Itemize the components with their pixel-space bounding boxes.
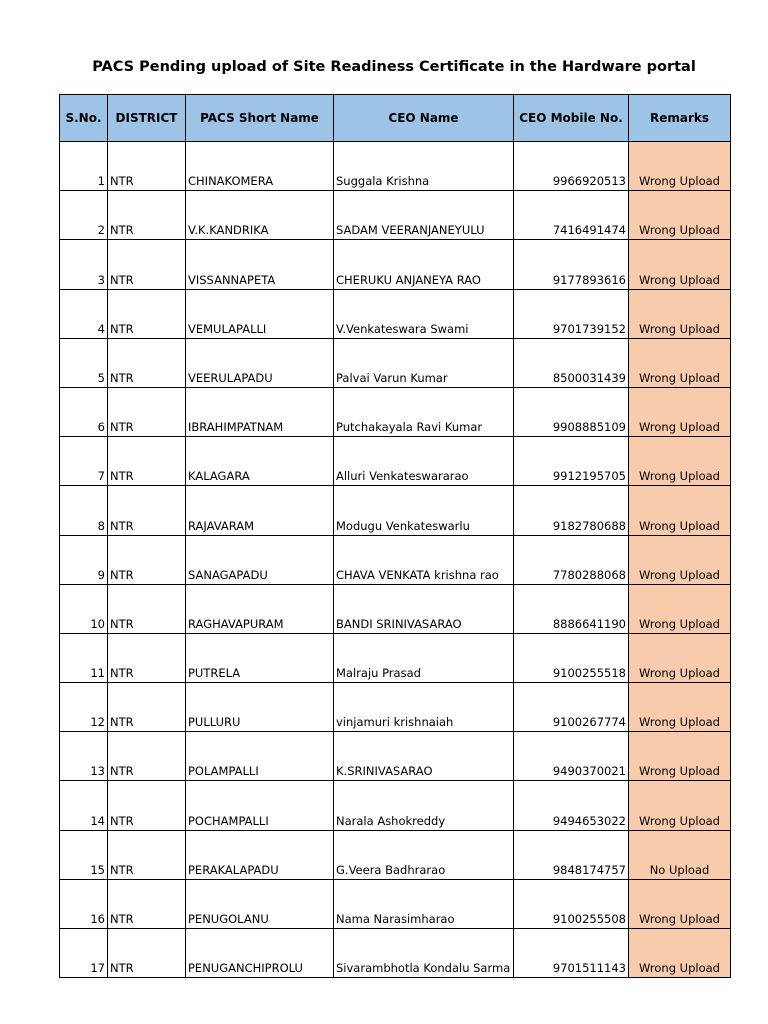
cell-ceo-name: Malraju Prasad <box>334 633 514 682</box>
cell-ceo-name: Sivarambhotla Kondalu Sarma <box>334 929 514 978</box>
cell-pacs-short-name: RAGHAVAPURAM <box>186 584 334 633</box>
table-row <box>60 929 731 978</box>
cell-pacs-short-name: POCHAMPALLI <box>186 781 334 830</box>
cell-ceo-name: Alluri Venkateswararao <box>334 437 514 486</box>
cell-ceo-mobile: 7780288068 <box>514 535 629 584</box>
cell-ceo-mobile: 9494653022 <box>514 781 629 830</box>
cell-district: NTR <box>108 240 186 289</box>
table-row <box>60 387 731 436</box>
cell-district: NTR <box>108 338 186 387</box>
table-row <box>60 289 731 338</box>
cell-sno: 11 <box>60 633 108 682</box>
cell-ceo-mobile: 8500031439 <box>514 338 629 387</box>
table-row <box>60 535 731 584</box>
column-header-pacs-short-name: PACS Short Name <box>186 95 334 142</box>
cell-remarks: Wrong Upload <box>629 781 731 830</box>
cell-sno: 5 <box>60 338 108 387</box>
cell-ceo-name: V.Venkateswara Swami <box>334 289 514 338</box>
cell-ceo-mobile: 9100255518 <box>514 633 629 682</box>
cell-ceo-name: Modugu Venkateswarlu <box>334 486 514 535</box>
cell-ceo-name: Narala Ashokreddy <box>334 781 514 830</box>
cell-ceo-mobile: 9912195705 <box>514 437 629 486</box>
cell-district: NTR <box>108 191 186 240</box>
cell-district: NTR <box>108 879 186 928</box>
cell-ceo-mobile: 9701511143 <box>514 929 629 978</box>
cell-pacs-short-name: PENUGOLANU <box>186 879 334 928</box>
cell-district: NTR <box>108 830 186 879</box>
cell-sno: 3 <box>60 240 108 289</box>
cell-sno: 6 <box>60 387 108 436</box>
cell-district: NTR <box>108 535 186 584</box>
cell-ceo-mobile: 9182780688 <box>514 486 629 535</box>
column-header-district: DISTRICT <box>108 95 186 142</box>
cell-remarks: Wrong Upload <box>629 240 731 289</box>
cell-district: NTR <box>108 142 186 191</box>
cell-district: NTR <box>108 732 186 781</box>
cell-pacs-short-name: SANAGAPADU <box>186 535 334 584</box>
cell-remarks: Wrong Upload <box>629 191 731 240</box>
cell-sno: 15 <box>60 830 108 879</box>
cell-remarks: Wrong Upload <box>629 535 731 584</box>
table-row <box>60 683 731 732</box>
cell-ceo-mobile: 9848174757 <box>514 830 629 879</box>
cell-ceo-mobile: 9701739152 <box>514 289 629 338</box>
cell-ceo-name: Palvai Varun Kumar <box>334 338 514 387</box>
table-row <box>60 584 731 633</box>
cell-district: NTR <box>108 929 186 978</box>
cell-ceo-name: vinjamuri krishnaiah <box>334 683 514 732</box>
cell-remarks: Wrong Upload <box>629 338 731 387</box>
pacs-pending-table <box>59 94 731 978</box>
cell-pacs-short-name: VEERULAPADU <box>186 338 334 387</box>
cell-ceo-name: K.SRINIVASARAO <box>334 732 514 781</box>
cell-ceo-name: G.Veera Badhrarao <box>334 830 514 879</box>
cell-ceo-name: Suggala Krishna <box>334 142 514 191</box>
cell-ceo-mobile: 9100267774 <box>514 683 629 732</box>
cell-ceo-mobile: 9908885109 <box>514 387 629 436</box>
column-header-remarks: Remarks <box>629 95 731 142</box>
cell-ceo-mobile: 9177893616 <box>514 240 629 289</box>
cell-sno: 16 <box>60 879 108 928</box>
cell-ceo-name: SADAM VEERANJANEYULU <box>334 191 514 240</box>
table-row <box>60 781 731 830</box>
table-row <box>60 830 731 879</box>
cell-ceo-mobile: 9490370021 <box>514 732 629 781</box>
cell-remarks: Wrong Upload <box>629 437 731 486</box>
cell-remarks: Wrong Upload <box>629 584 731 633</box>
cell-district: NTR <box>108 486 186 535</box>
cell-sno: 7 <box>60 437 108 486</box>
table-row <box>60 142 731 191</box>
table-row <box>60 338 731 387</box>
cell-remarks: Wrong Upload <box>629 633 731 682</box>
page-title: PACS Pending upload of Site Readiness Certificate in the Hardware portal <box>92 59 696 75</box>
cell-ceo-name: BANDI SRINIVASARAO <box>334 584 514 633</box>
cell-pacs-short-name: KALAGARA <box>186 437 334 486</box>
cell-pacs-short-name: PUTRELA <box>186 633 334 682</box>
cell-remarks: Wrong Upload <box>629 879 731 928</box>
cell-remarks: Wrong Upload <box>629 289 731 338</box>
cell-pacs-short-name: RAJAVARAM <box>186 486 334 535</box>
cell-pacs-short-name: POLAMPALLI <box>186 732 334 781</box>
cell-ceo-name: Nama Narasimharao <box>334 879 514 928</box>
table-row <box>60 486 731 535</box>
table-body <box>60 142 731 978</box>
table-row <box>60 732 731 781</box>
table-row <box>60 437 731 486</box>
cell-sno: 14 <box>60 781 108 830</box>
cell-sno: 8 <box>60 486 108 535</box>
table-row <box>60 879 731 928</box>
cell-pacs-short-name: CHINAKOMERA <box>186 142 334 191</box>
column-header-ceo-name: CEO Name <box>334 95 514 142</box>
cell-remarks: Wrong Upload <box>629 486 731 535</box>
cell-remarks: Wrong Upload <box>629 683 731 732</box>
cell-pacs-short-name: V.K.KANDRIKA <box>186 191 334 240</box>
cell-district: NTR <box>108 584 186 633</box>
cell-sno: 12 <box>60 683 108 732</box>
cell-district: NTR <box>108 781 186 830</box>
cell-sno: 10 <box>60 584 108 633</box>
column-header-sno: S.No. <box>60 95 108 142</box>
table-row <box>60 191 731 240</box>
cell-ceo-mobile: 7416491474 <box>514 191 629 240</box>
cell-remarks: Wrong Upload <box>629 387 731 436</box>
cell-ceo-mobile: 9100255508 <box>514 879 629 928</box>
table-row <box>60 240 731 289</box>
cell-remarks: Wrong Upload <box>629 929 731 978</box>
cell-ceo-mobile: 8886641190 <box>514 584 629 633</box>
cell-pacs-short-name: IBRAHIMPATNAM <box>186 387 334 436</box>
table-row <box>60 633 731 682</box>
cell-ceo-name: Putchakayala Ravi Kumar <box>334 387 514 436</box>
cell-sno: 2 <box>60 191 108 240</box>
cell-sno: 1 <box>60 142 108 191</box>
cell-sno: 4 <box>60 289 108 338</box>
cell-ceo-mobile: 9966920513 <box>514 142 629 191</box>
cell-pacs-short-name: PULLURU <box>186 683 334 732</box>
cell-district: NTR <box>108 437 186 486</box>
cell-remarks: Wrong Upload <box>629 732 731 781</box>
cell-remarks: No Upload <box>629 830 731 879</box>
cell-sno: 17 <box>60 929 108 978</box>
cell-district: NTR <box>108 683 186 732</box>
cell-pacs-short-name: PERAKALAPADU <box>186 830 334 879</box>
cell-ceo-name: CHAVA VENKATA krishna rao <box>334 535 514 584</box>
cell-district: NTR <box>108 289 186 338</box>
cell-sno: 9 <box>60 535 108 584</box>
cell-district: NTR <box>108 633 186 682</box>
cell-remarks: Wrong Upload <box>629 142 731 191</box>
table-header-row <box>60 95 731 142</box>
cell-pacs-short-name: PENUGANCHIPROLU <box>186 929 334 978</box>
column-header-ceo-mobile: CEO Mobile No. <box>514 95 629 142</box>
cell-sno: 13 <box>60 732 108 781</box>
cell-pacs-short-name: VISSANNAPETA <box>186 240 334 289</box>
cell-ceo-name: CHERUKU ANJANEYA RAO <box>334 240 514 289</box>
cell-pacs-short-name: VEMULAPALLI <box>186 289 334 338</box>
cell-district: NTR <box>108 387 186 436</box>
